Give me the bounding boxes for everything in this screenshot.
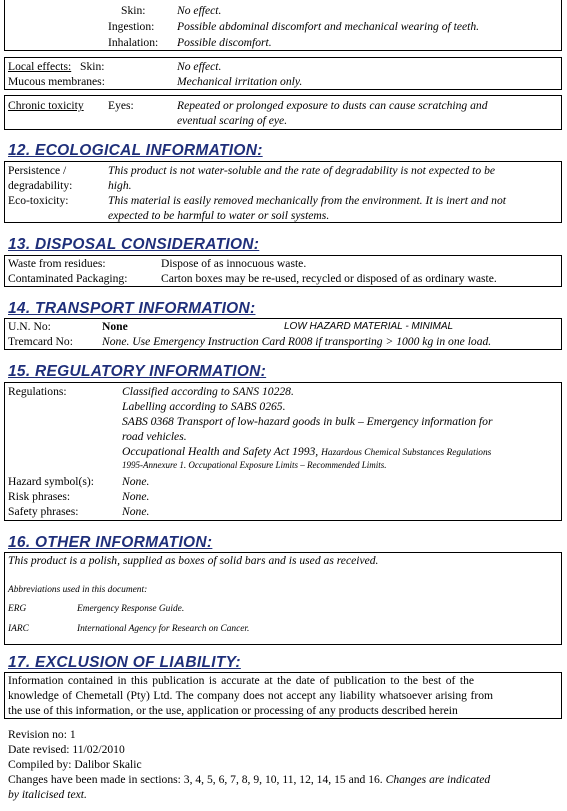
skin-value: No effect. — [177, 4, 222, 17]
ingestion-value: Possible abdominal discomfort and mechanical wearing of teeth. — [177, 20, 480, 33]
safety-phrases-value: None. — [122, 505, 150, 518]
regulation-3b: road vehicles. — [122, 430, 187, 443]
regulation-1: Classified according to SANS 10228. — [122, 385, 294, 398]
local-skin-label: Skin: — [80, 60, 105, 73]
persistence-label-2: degradability: — [8, 179, 73, 192]
skin-label: Skin: — [121, 4, 146, 17]
local-skin-value: No effect. — [177, 60, 222, 73]
liability-line-2: knowledge of Chemetall (Pty) Ltd. The company does not accept any liability whatsoever arising from — [8, 689, 494, 702]
mucous-value: Mechanical irritation only. — [177, 75, 303, 88]
ingestion-label: Ingestion: — [108, 20, 155, 33]
inhalation-label: Inhalation: — [108, 36, 159, 49]
eyes-value-line1: Repeated or prolonged exposure to dusts can cause scratching and — [177, 99, 488, 112]
section-13-title: 13. DISPOSAL CONSIDERATION: — [8, 236, 260, 253]
tremcard-value: None. Use Emergency Instruction Card R008 if transporting > 1000 kg in one load. — [102, 335, 492, 348]
liability-line-1: Information contained in this publication is accurate at the date of publication to the best of the — [8, 674, 475, 687]
eyes-label: Eyes: — [108, 99, 134, 112]
section-15-title: 15. REGULATORY INFORMATION: — [8, 363, 267, 380]
chronic-toxicity-label: Chronic toxicity — [8, 99, 84, 112]
regulation-4-regs: Hazardous Chemical Substances Regulations — [321, 448, 492, 458]
persistence-value-2: high. — [108, 179, 132, 192]
other-info-line: This product is a polish, supplied as boxes of solid bars and is used as received. — [8, 554, 379, 567]
regulations-label: Regulations: — [8, 385, 67, 398]
eyes-value-line2: eventual scaring of eye. — [177, 114, 288, 127]
waste-value: Dispose of as innocuous waste. — [161, 257, 307, 270]
packaging-label: Contaminated Packaging: — [8, 272, 128, 285]
section-14-title: 14. TRANSPORT INFORMATION: — [8, 300, 256, 317]
changes-note-1: Changes are indicated — [385, 773, 491, 786]
persistence-value-1: This product is not water-soluble and the rate of degradability is not expected to be — [108, 164, 496, 177]
regulation-4-act: Occupational Health and Safety Act 1993, — [122, 445, 319, 458]
changes-line-1 — [8, 772, 490, 787]
un-value: None — [102, 320, 128, 333]
risk-phrases-value: None. — [122, 490, 150, 503]
local-effects-label: Local effects: — [8, 60, 72, 73]
regulation-4c: 1995-Annexure 1. Occupational Exposure Limits – Recommended Limits. — [122, 460, 387, 470]
hazard-symbol-label: Hazard symbol(s): — [8, 475, 94, 488]
abbr-desc-erg: Emergency Response Guide. — [77, 604, 185, 614]
section-16-title: 16. OTHER INFORMATION: — [8, 534, 213, 551]
compiled-by: Compiled by: Dalibor Skalic — [8, 758, 142, 771]
packaging-value: Carton boxes may be re-used, recycled or disposed of as ordinary waste. — [161, 272, 497, 285]
regulation-3a: SABS 0368 Transport of low-hazard goods in bulk – Emergency information for — [122, 415, 493, 428]
date-revised: Date revised: 11/02/2010 — [8, 743, 125, 756]
liability-line-3: the use of this information, or the use, application or processing of any products described herein — [8, 704, 458, 717]
changes-note-2: by italicised text. — [8, 788, 87, 801]
revision-number: Revision no: 1 — [8, 728, 76, 741]
section-17-title: 17. EXCLUSION OF LIABILITY: — [8, 654, 241, 671]
abbreviations-heading: Abbreviations used in this document: — [8, 585, 148, 595]
mucous-label: Mucous membranes: — [8, 75, 105, 88]
tremcard-label: Tremcard No: — [8, 335, 73, 348]
abbr-desc-iarc: International Agency for Research on Cancer. — [77, 624, 250, 634]
section-12-title: 12. ECOLOGICAL INFORMATION: — [8, 142, 263, 159]
risk-phrases-label: Risk phrases: — [8, 490, 71, 503]
regulation-2: Labelling according to SABS 0265. — [122, 400, 286, 413]
eco-toxicity-value-2: expected to be harmful to water or soil systems. — [108, 209, 330, 222]
changes-sections: Changes have been made in sections: 3, 4, 5, 6, 7, 8, 9, 10, 11, 12, 14, 15 and 16. — [8, 773, 383, 786]
abbr-code-erg: ERG — [8, 604, 27, 614]
persistence-label-1: Persistence / — [8, 164, 67, 177]
low-hazard-note: LOW HAZARD MATERIAL - MINIMAL — [284, 321, 454, 332]
un-label: U.N. No: — [8, 320, 51, 333]
eco-toxicity-label: Eco-toxicity: — [8, 194, 69, 207]
regulation-4a — [122, 444, 491, 459]
waste-label: Waste from residues: — [8, 257, 106, 270]
hazard-symbol-value: None. — [122, 475, 150, 488]
inhalation-value: Possible discomfort. — [177, 36, 272, 49]
eco-toxicity-value-1: This material is easily removed mechanically from the environment. It is inert and not — [108, 194, 506, 207]
safety-phrases-label: Safety phrases: — [8, 505, 79, 518]
abbr-code-iarc: IARC — [8, 624, 29, 634]
